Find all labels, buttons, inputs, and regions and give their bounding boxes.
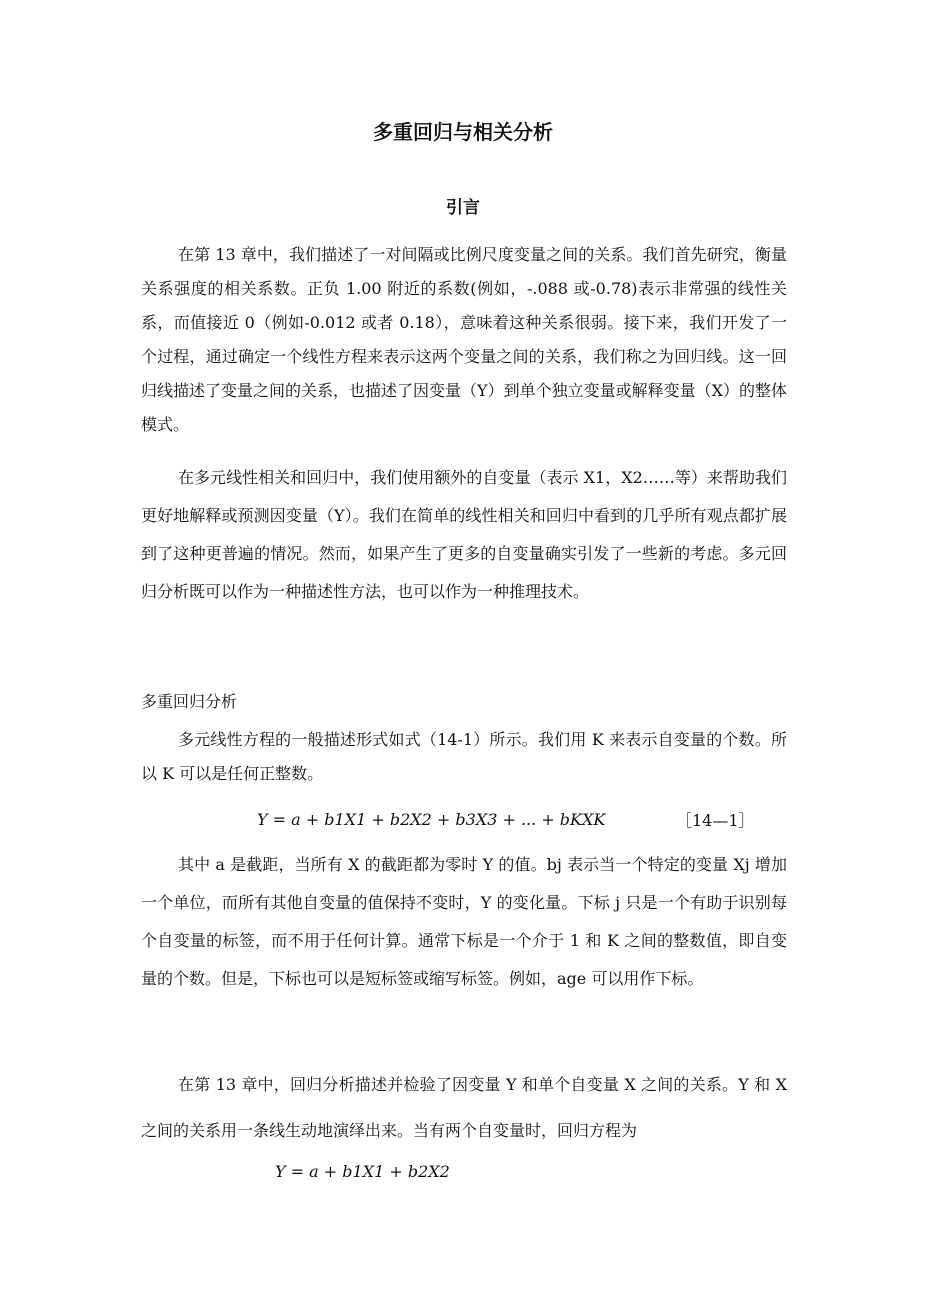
- equation-14-1: Y = a + b1X1 + b2X2 + b3X3 + ... + bKXK: [257, 810, 606, 829]
- equation-two-variables: Y = a + b1X1 + b2X2: [275, 1162, 450, 1181]
- paragraph-3: 多元线性方程的一般描述形式如式（14-1）所示。我们用 K 来表示自变量的个数。所以 K 可以是任何正整数。: [141, 730, 787, 783]
- paragraph-1: 在第 13 章中，我们描述了一对间隔或比例尺度变量之间的关系。我们首先研究，衡量关系强度的相关系数。正负 1.00 附近的系数(例如，-.088 或-0.78)表示非常强的线性关系，而值接近 0（例如-0.012 或者 0.18），意味着这种关系很弱。接下来，我们开发了一个过程，通过确定一个线性方程来表示这两个变量之间的关系，我们称之为回归线。这一回归线描述了变量之间的关系，也描述了因变量（Y）到单个独立变量或解释变量（X）的整体模式。: [141, 245, 787, 434]
- section-title-multiple-regression: 多重回归分析: [141, 692, 238, 711]
- section-heading-introduction: 引言: [446, 198, 480, 218]
- document-title: 多重回归与相关分析: [373, 120, 553, 144]
- equation-number: ［14—1］: [676, 811, 755, 830]
- paragraph-5: 在第 13 章中，回归分析描述并检验了因变量 Y 和单个自变量 X 之间的关系。Y 和 X 之间的关系用一条线生动地演绎出来。当有两个自变量时，回归方程为: [141, 1075, 787, 1140]
- paragraph-4: 其中 a 是截距，当所有 X 的截距都为零时 Y 的值。bj 表示当一个特定的变量 Xj 增加一个单位，而所有其他自变量的值保持不变时，Y 的变化量。下标 j 只是一个有助于识别每个自变量的标签，而不用于任何计算。通常下标是一个介于 1 和 K 之间的整数值，即自变量的个数。但是，下标也可以是短标签或缩写标签。例如，age 可以用作下标。: [141, 855, 787, 988]
- paragraph-2: 在多元线性相关和回归中，我们使用额外的自变量（表示 X1，X2……等）来帮助我们更好地解释或预测因变量（Y）。我们在简单的线性相关和回归中看到的几乎所有观点都扩展到了这种更普遍的情况。然而，如果产生了更多的自变量确实引发了一些新的考虑。多元回归分析既可以作为一种描述性方法，也可以作为一种推理技术。: [141, 468, 787, 601]
